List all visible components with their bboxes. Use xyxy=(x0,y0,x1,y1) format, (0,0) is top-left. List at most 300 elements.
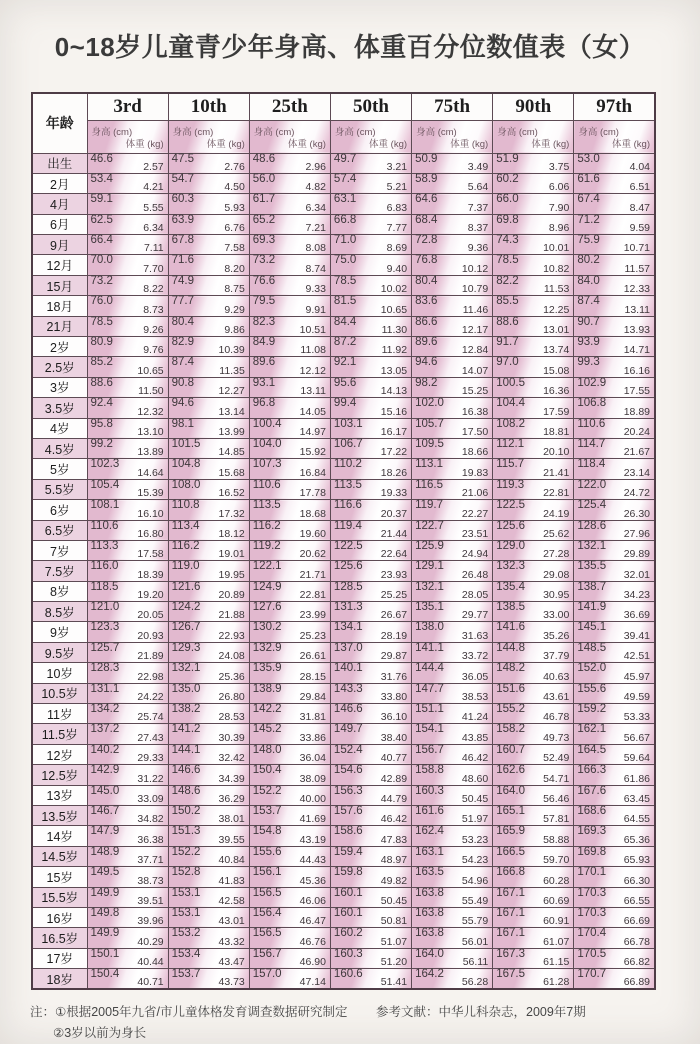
data-cell xyxy=(412,500,493,520)
height-value: 95.6 xyxy=(333,376,357,389)
weight-value: 56.28 xyxy=(461,976,489,989)
height-value: 47.5 xyxy=(171,152,195,165)
weight-value: 23.14 xyxy=(623,466,650,479)
height-value: 150.1 xyxy=(90,947,120,960)
data-cell xyxy=(330,907,411,927)
height-value: 99.4 xyxy=(333,397,357,410)
weight-value: 43.85 xyxy=(461,731,489,744)
weight-value: 16.38 xyxy=(461,405,489,418)
table-row xyxy=(32,520,655,540)
weight-value: 7.37 xyxy=(467,201,489,214)
table-row xyxy=(32,744,655,764)
height-value: 110.6 xyxy=(252,478,281,491)
height-value: 67.4 xyxy=(577,193,600,206)
height-value: 125.9 xyxy=(415,539,444,552)
data-cell xyxy=(493,948,574,968)
height-value: 96.8 xyxy=(252,397,276,410)
weight-value: 16.84 xyxy=(299,466,326,479)
weight-value: 8.08 xyxy=(305,242,326,255)
table-row xyxy=(32,724,655,744)
data-cell xyxy=(249,316,330,336)
height-unit-label: 身高 (cm) xyxy=(334,126,376,138)
data-cell xyxy=(574,296,655,316)
height-value: 154.1 xyxy=(415,723,444,736)
data-cell xyxy=(330,173,411,193)
height-value: 147.9 xyxy=(90,825,120,838)
data-cell xyxy=(87,255,168,275)
height-value: 92.4 xyxy=(90,397,113,410)
data-cell xyxy=(412,438,493,458)
weight-value: 14.97 xyxy=(299,425,326,438)
data-cell xyxy=(249,418,330,438)
age-cell: 10岁 xyxy=(32,663,87,683)
table-row xyxy=(32,969,655,989)
height-value: 69.8 xyxy=(496,213,519,226)
data-cell xyxy=(493,846,574,866)
height-value: 85.5 xyxy=(496,295,519,308)
data-cell xyxy=(168,806,249,826)
weight-value: 46.47 xyxy=(299,915,326,928)
data-cell xyxy=(249,438,330,458)
height-value: 121.0 xyxy=(90,601,120,614)
height-value: 167.1 xyxy=(496,886,525,899)
height-value: 75.9 xyxy=(577,234,600,247)
weight-value: 65.93 xyxy=(623,854,650,867)
height-value: 89.6 xyxy=(415,336,438,349)
height-value: 165.9 xyxy=(496,825,525,838)
height-value: 78.5 xyxy=(333,274,357,287)
data-cell xyxy=(412,398,493,418)
data-cell xyxy=(330,255,411,275)
weight-value: 36.29 xyxy=(218,793,245,805)
data-cell xyxy=(412,316,493,336)
weight-value: 24.19 xyxy=(543,507,570,520)
data-cell xyxy=(330,887,411,907)
weight-value: 40.77 xyxy=(380,752,408,765)
age-cell: 12.5岁 xyxy=(32,765,87,785)
height-value: 49.7 xyxy=(333,152,357,165)
height-value: 123.3 xyxy=(90,621,120,634)
weight-value: 3.49 xyxy=(467,160,489,173)
data-cell xyxy=(168,418,249,438)
data-cell xyxy=(574,153,655,173)
data-cell xyxy=(87,173,168,193)
data-cell xyxy=(574,765,655,785)
weight-value: 20.24 xyxy=(623,425,650,438)
height-value: 83.6 xyxy=(415,295,438,308)
measure-header-cell xyxy=(574,120,655,153)
percentile-header: 97th xyxy=(574,93,655,120)
height-value: 112.1 xyxy=(496,437,525,450)
data-cell xyxy=(168,235,249,255)
data-cell xyxy=(412,683,493,703)
age-cell: 9岁 xyxy=(32,622,87,642)
weight-value: 15.68 xyxy=(218,466,245,479)
weight-value: 56.01 xyxy=(461,935,489,948)
weight-value: 9.86 xyxy=(224,324,245,337)
height-value: 58.9 xyxy=(415,172,438,185)
height-value: 141.1 xyxy=(415,641,444,654)
data-cell xyxy=(493,520,574,540)
height-value: 138.5 xyxy=(496,601,525,614)
height-value: 113.5 xyxy=(333,478,362,491)
height-value: 163.8 xyxy=(415,927,444,940)
table-row xyxy=(32,377,655,397)
height-value: 132.9 xyxy=(252,641,282,654)
data-cell xyxy=(87,357,168,377)
height-value: 116.0 xyxy=(90,560,119,573)
height-value: 145.2 xyxy=(252,723,282,736)
weight-value: 12.12 xyxy=(299,364,326,377)
weight-value: 33.72 xyxy=(461,650,489,663)
height-value: 119.4 xyxy=(333,519,362,532)
height-value: 135.9 xyxy=(252,662,282,675)
weight-value: 10.39 xyxy=(218,344,245,357)
height-value: 158.2 xyxy=(496,723,525,736)
data-cell xyxy=(493,194,574,214)
weight-value: 42.58 xyxy=(218,894,245,907)
data-cell xyxy=(412,826,493,846)
data-cell xyxy=(493,275,574,295)
height-value: 106.8 xyxy=(577,397,607,410)
height-value: 155.2 xyxy=(496,703,525,716)
data-cell xyxy=(412,357,493,377)
data-cell xyxy=(330,235,411,255)
data-cell xyxy=(87,948,168,968)
height-value: 119.0 xyxy=(171,560,200,573)
age-cell: 18月 xyxy=(32,296,87,316)
height-value: 170.3 xyxy=(577,886,607,899)
height-value: 153.1 xyxy=(171,906,201,919)
height-value: 162.4 xyxy=(415,825,444,838)
height-value: 60.2 xyxy=(496,172,519,185)
height-value: 128.5 xyxy=(333,580,363,593)
height-value: 157.0 xyxy=(252,968,282,981)
height-value: 158.6 xyxy=(333,825,363,838)
height-value: 144.4 xyxy=(415,662,444,675)
data-cell xyxy=(330,806,411,826)
data-cell xyxy=(330,724,411,744)
height-value: 67.8 xyxy=(171,234,195,247)
footnote-prefix: 注： xyxy=(30,1005,56,1019)
height-value: 169.8 xyxy=(577,845,607,858)
weight-value: 51.07 xyxy=(380,935,408,948)
weight-value: 47.14 xyxy=(299,976,326,989)
weight-value: 9.33 xyxy=(305,283,326,296)
data-cell xyxy=(87,744,168,764)
data-cell xyxy=(87,194,168,214)
weight-value: 13.11 xyxy=(624,303,650,316)
data-cell xyxy=(249,602,330,622)
height-value: 131.3 xyxy=(333,601,363,614)
data-cell xyxy=(330,642,411,662)
height-value: 89.6 xyxy=(252,356,276,369)
data-cell xyxy=(493,459,574,479)
weight-value: 9.36 xyxy=(467,242,489,255)
weight-value: 10.65 xyxy=(137,364,164,377)
height-value: 159.2 xyxy=(577,703,607,716)
weight-value: 13.11 xyxy=(300,385,326,398)
height-value: 80.2 xyxy=(577,254,600,267)
data-cell xyxy=(493,765,574,785)
height-value: 116.5 xyxy=(415,478,443,491)
height-value: 149.9 xyxy=(90,927,120,940)
weight-value: 10.82 xyxy=(543,262,570,275)
height-value: 74.3 xyxy=(496,234,519,247)
weight-unit-label: 体重 (kg) xyxy=(531,138,570,150)
weight-value: 27.28 xyxy=(543,548,570,561)
height-unit-label: 身高 (cm) xyxy=(172,126,214,138)
weight-value: 14.07 xyxy=(461,364,489,377)
weight-value: 45.36 xyxy=(299,874,326,887)
data-cell xyxy=(574,357,655,377)
weight-value: 48.60 xyxy=(461,772,489,785)
height-value: 135.4 xyxy=(496,580,525,593)
data-cell xyxy=(249,459,330,479)
weight-value: 58.88 xyxy=(543,833,570,846)
data-cell xyxy=(493,642,574,662)
data-cell xyxy=(168,663,249,683)
weight-value: 12.84 xyxy=(461,344,489,357)
data-cell xyxy=(87,275,168,295)
data-cell xyxy=(168,214,249,234)
age-cell: 13岁 xyxy=(32,785,87,805)
data-cell xyxy=(87,622,168,642)
data-cell xyxy=(330,683,411,703)
data-cell xyxy=(168,500,249,520)
weight-unit-label: 体重 (kg) xyxy=(125,138,164,150)
weight-value: 21.71 xyxy=(299,568,326,581)
table-row xyxy=(32,275,655,295)
weight-value: 24.22 xyxy=(137,691,164,704)
weight-value: 9.26 xyxy=(143,324,164,337)
data-cell xyxy=(330,602,411,622)
data-cell xyxy=(330,194,411,214)
data-cell xyxy=(574,948,655,968)
weight-value: 8.74 xyxy=(305,262,326,275)
height-value: 102.3 xyxy=(90,458,120,471)
weight-value: 23.93 xyxy=(380,568,408,581)
weight-value: 32.42 xyxy=(218,752,245,765)
data-cell xyxy=(249,683,330,703)
data-cell xyxy=(574,704,655,724)
data-cell xyxy=(574,907,655,927)
height-value: 168.6 xyxy=(577,805,607,817)
data-cell xyxy=(330,153,411,173)
height-value: 140.2 xyxy=(90,743,120,756)
weight-value: 10.51 xyxy=(299,324,326,337)
data-cell xyxy=(412,540,493,560)
height-value: 163.1 xyxy=(415,845,444,858)
height-value: 105.7 xyxy=(415,417,444,430)
weight-value: 46.42 xyxy=(461,752,489,765)
height-value: 110.6 xyxy=(90,519,119,532)
height-value: 99.2 xyxy=(90,437,113,450)
height-value: 135.5 xyxy=(577,560,607,573)
table-row xyxy=(32,704,655,724)
age-cell: 12岁 xyxy=(32,744,87,764)
weight-value: 2.96 xyxy=(305,160,326,173)
table-row xyxy=(32,235,655,255)
height-value: 158.8 xyxy=(415,764,444,777)
data-cell xyxy=(168,622,249,642)
weight-value: 14.64 xyxy=(137,466,164,479)
data-cell xyxy=(574,928,655,948)
data-cell xyxy=(330,398,411,418)
weight-value: 43.01 xyxy=(218,915,245,928)
weight-value: 13.74 xyxy=(543,344,570,357)
data-cell xyxy=(330,785,411,805)
weight-value: 17.55 xyxy=(623,385,650,398)
height-value: 88.6 xyxy=(496,315,519,328)
height-value: 116.6 xyxy=(333,499,362,512)
height-value: 113.4 xyxy=(171,519,200,532)
data-cell xyxy=(168,275,249,295)
height-value: 154.8 xyxy=(252,825,282,838)
data-cell xyxy=(168,867,249,887)
weight-value: 21.41 xyxy=(543,466,570,479)
weight-value: 38.09 xyxy=(299,772,326,785)
height-value: 156.5 xyxy=(252,927,282,940)
data-cell xyxy=(574,520,655,540)
weight-value: 7.58 xyxy=(224,242,245,255)
height-value: 126.7 xyxy=(171,621,201,634)
height-value: 74.9 xyxy=(171,274,195,287)
data-cell xyxy=(87,581,168,601)
age-cell: 21月 xyxy=(32,316,87,336)
height-value: 149.9 xyxy=(90,886,120,899)
measure-header-cell xyxy=(249,120,330,153)
data-cell xyxy=(574,744,655,764)
height-value: 80.4 xyxy=(171,315,195,328)
data-cell xyxy=(168,479,249,499)
weight-value: 19.60 xyxy=(299,527,326,540)
weight-value: 31.22 xyxy=(137,772,164,785)
height-value: 132.1 xyxy=(577,539,607,552)
weight-value: 46.76 xyxy=(299,935,326,948)
data-cell xyxy=(412,581,493,601)
data-cell xyxy=(330,337,411,357)
weight-value: 40.63 xyxy=(543,670,570,683)
height-value: 122.7 xyxy=(415,519,444,532)
table-row xyxy=(32,867,655,887)
height-value: 149.7 xyxy=(333,723,363,736)
weight-value: 30.95 xyxy=(543,589,570,602)
weight-unit-label: 体重 (kg) xyxy=(450,138,489,150)
data-cell xyxy=(493,561,574,581)
data-cell xyxy=(87,765,168,785)
data-cell xyxy=(412,867,493,887)
data-cell xyxy=(87,867,168,887)
weight-value: 56.46 xyxy=(543,793,570,805)
data-cell xyxy=(493,704,574,724)
weight-value: 50.81 xyxy=(380,915,408,928)
weight-value: 34.82 xyxy=(137,813,164,826)
weight-value: 46.78 xyxy=(543,711,570,724)
weight-value: 11.92 xyxy=(381,344,408,357)
data-cell xyxy=(412,785,493,805)
weight-value: 8.75 xyxy=(224,283,245,296)
weight-value: 26.48 xyxy=(461,568,489,581)
weight-value: 20.05 xyxy=(137,609,164,622)
weight-value: 51.20 xyxy=(380,956,408,969)
height-unit-label: 身高 (cm) xyxy=(91,126,133,138)
weight-value: 31.63 xyxy=(461,629,489,642)
weight-value: 7.21 xyxy=(305,222,326,235)
weight-value: 19.83 xyxy=(461,466,489,479)
weight-value: 38.53 xyxy=(461,691,489,704)
height-value: 68.4 xyxy=(415,213,438,226)
height-value: 151.1 xyxy=(415,703,444,716)
data-cell xyxy=(87,479,168,499)
age-cell: 11.5岁 xyxy=(32,724,87,744)
height-value: 160.3 xyxy=(333,947,363,960)
weight-value: 10.71 xyxy=(623,242,650,255)
data-cell xyxy=(249,642,330,662)
height-value: 148.0 xyxy=(252,743,282,756)
height-value: 140.1 xyxy=(333,662,363,675)
height-value: 98.2 xyxy=(415,376,438,389)
weight-value: 60.69 xyxy=(543,894,570,907)
weight-value: 13.01 xyxy=(543,324,570,337)
height-value: 160.7 xyxy=(496,743,525,756)
data-cell xyxy=(330,459,411,479)
height-value: 138.9 xyxy=(252,682,282,695)
weight-value: 38.73 xyxy=(137,874,164,887)
data-cell xyxy=(493,418,574,438)
data-cell xyxy=(87,642,168,662)
footnote-1: ①根据2005年九省/市儿童体格发育调查数据研究制定 xyxy=(55,1005,348,1019)
height-value: 108.1 xyxy=(90,499,120,512)
table-row xyxy=(32,337,655,357)
height-value: 156.7 xyxy=(252,947,282,960)
height-value: 170.3 xyxy=(577,906,607,919)
weight-value: 5.55 xyxy=(143,201,164,214)
table-row xyxy=(32,785,655,805)
height-value: 115.7 xyxy=(496,458,525,471)
weight-value: 25.74 xyxy=(137,711,164,724)
weight-value: 19.33 xyxy=(380,487,408,500)
weight-value: 42.89 xyxy=(380,772,408,785)
height-value: 148.6 xyxy=(171,784,201,797)
data-cell xyxy=(412,418,493,438)
age-column-header: 年龄 xyxy=(32,93,87,153)
data-cell xyxy=(330,377,411,397)
percentile-header: 90th xyxy=(493,93,574,120)
weight-value: 14.85 xyxy=(218,446,245,459)
height-value: 93.9 xyxy=(577,336,600,349)
data-cell xyxy=(249,479,330,499)
data-cell xyxy=(87,214,168,234)
data-cell xyxy=(574,337,655,357)
table-row xyxy=(32,948,655,968)
data-cell xyxy=(87,561,168,581)
weight-value: 3.21 xyxy=(386,160,408,173)
weight-value: 22.27 xyxy=(461,507,489,520)
data-cell xyxy=(249,907,330,927)
age-cell: 9月 xyxy=(32,235,87,255)
weight-value: 31.76 xyxy=(380,670,408,683)
weight-value: 15.25 xyxy=(461,385,489,398)
data-cell xyxy=(574,418,655,438)
height-value: 65.2 xyxy=(252,213,276,226)
height-value: 102.0 xyxy=(415,397,444,410)
data-cell xyxy=(168,724,249,744)
weight-value: 17.50 xyxy=(461,425,489,438)
data-cell xyxy=(330,500,411,520)
height-value: 57.4 xyxy=(333,172,357,185)
weight-value: 22.98 xyxy=(137,670,164,683)
